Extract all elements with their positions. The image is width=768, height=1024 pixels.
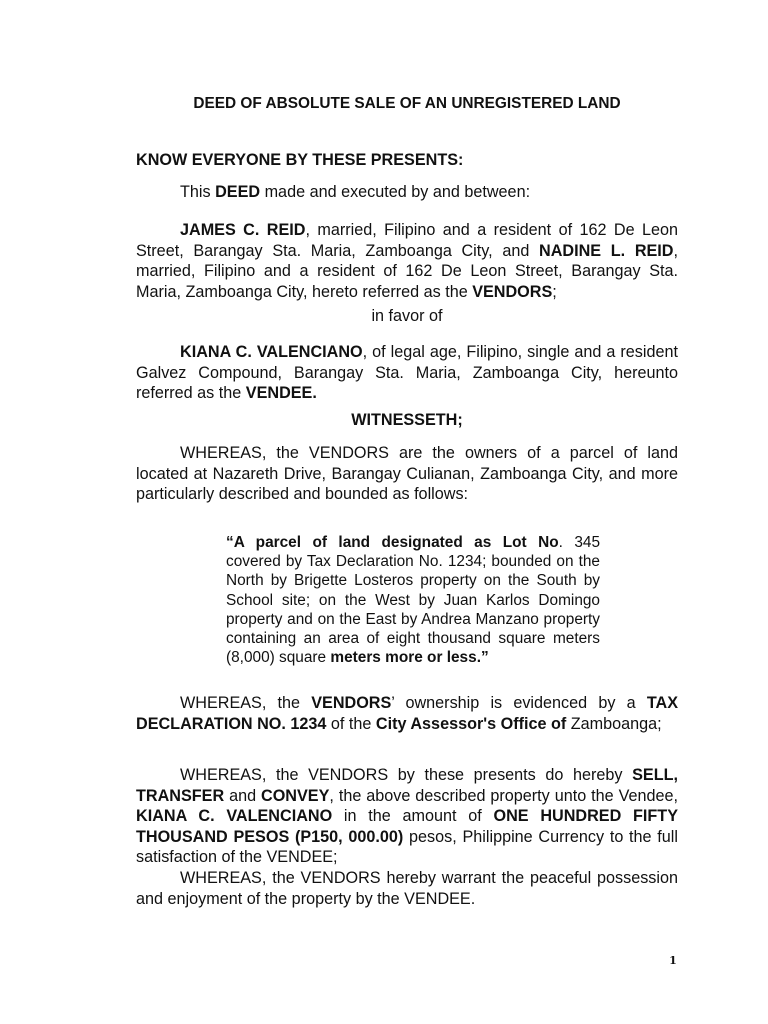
whereas-3-text-4: in the amount of	[332, 807, 494, 825]
vendee-label: VENDEE.	[245, 384, 317, 402]
whereas-2-text-1: WHEREAS, the	[180, 694, 312, 712]
property-description-closing: .”	[476, 649, 489, 667]
property-description-end: meters more or less	[330, 649, 477, 667]
know-everyone-heading: KNOW EVERYONE BY THESE PRESENTS:	[136, 151, 464, 169]
parties-text-1: , married, Filipino and a resident of 162 De Leon Street, Barangay Sta. Maria, Zamboanga City, and	[136, 221, 678, 260]
whereas-paragraph-3	[136, 765, 678, 868]
vendee-text: , of legal age, Filipino, single and a resident Galvez Compound, Barangay Sta. Maria, Zamboanga City, hereunto referred as the	[136, 343, 678, 402]
whereas-paragraph-1	[136, 443, 678, 505]
whereas-3-text-1: WHEREAS, the VENDORS by these presents do hereby	[180, 766, 633, 784]
in-favor-of: in favor of	[371, 307, 443, 325]
whereas-4-text: WHEREAS, the VENDORS hereby warrant the peaceful possession and enjoyment of the property by the VENDEE.	[136, 869, 678, 908]
vendor2-name: NADINE L. REID	[539, 241, 674, 260]
parties-text-3: ;	[552, 282, 557, 301]
whereas-3-text-2: and	[224, 786, 262, 805]
property-description-text: . 345 covered by Tax Declaration No. 1234; bounded on the North by Brigette Losteros property on the South by School site; on the West by Juan Karlos Domingo property and on the East by Andrea Manzano property containing an area of eight thousand square meters (8,000) square	[226, 534, 600, 667]
city-assessor-office: City Assessor's Office of	[375, 714, 567, 733]
whereas-3-text-3: , the above described property unto the Vendee,	[329, 786, 678, 805]
property-description	[226, 533, 600, 667]
whereas-2-vendors: VENDORS	[311, 694, 392, 712]
sale-amount: ONE HUNDRED FIFTY THOUSAND PESOS (P150, 000.00)	[136, 807, 678, 846]
parties-paragraph	[136, 220, 678, 302]
this-deed-pre: This	[180, 183, 216, 201]
vendee-paragraph	[136, 342, 678, 404]
whereas-paragraph-4	[136, 868, 678, 909]
whereas-3-text-5: pesos, Philippine Currency to the full satisfaction of the VENDEE;	[136, 827, 678, 866]
vendee-name: KIANA C. VALENCIANO	[180, 343, 363, 361]
whereas-1-text: WHEREAS, the VENDORS are the owners of a parcel of land located at Nazareth Drive, Barangay Culianan, Zamboanga City, and more particularly described and bounded as follows:	[136, 444, 678, 503]
property-description-start: “A parcel of land designated as Lot No	[226, 534, 559, 551]
witnesseth-heading: WITNESSETH;	[351, 411, 463, 429]
convey: CONVEY	[261, 786, 330, 805]
this-deed-paragraph	[136, 182, 678, 203]
parties-text-2: , married, Filipino and a resident of 162 De Leon Street, Barangay Sta. Maria, Zamboanga City, hereto referred as the	[136, 241, 678, 301]
page-number: 1	[669, 954, 677, 967]
sell-transfer: SELL, TRANSFER	[136, 766, 678, 805]
whereas-paragraph-2	[136, 693, 678, 734]
deed-word: DEED	[215, 183, 261, 201]
this-deed-post: made and executed by and between:	[260, 183, 531, 201]
whereas-2-text-4: Zamboanga;	[566, 714, 662, 733]
vendors-label: VENDORS	[472, 282, 553, 301]
whereas-3-vendee-name: KIANA C. VALENCIANO	[136, 807, 333, 825]
whereas-2-text-3: of the	[326, 714, 376, 733]
whereas-2-text-2: ’ ownership is evidenced by a	[391, 694, 647, 712]
document-title: DEED OF ABSOLUTE SALE OF AN UNREGISTERED LAND	[193, 95, 621, 112]
tax-declaration: TAX DECLARATION NO. 1234	[136, 694, 678, 733]
vendor1-name: JAMES C. REID	[180, 221, 306, 239]
